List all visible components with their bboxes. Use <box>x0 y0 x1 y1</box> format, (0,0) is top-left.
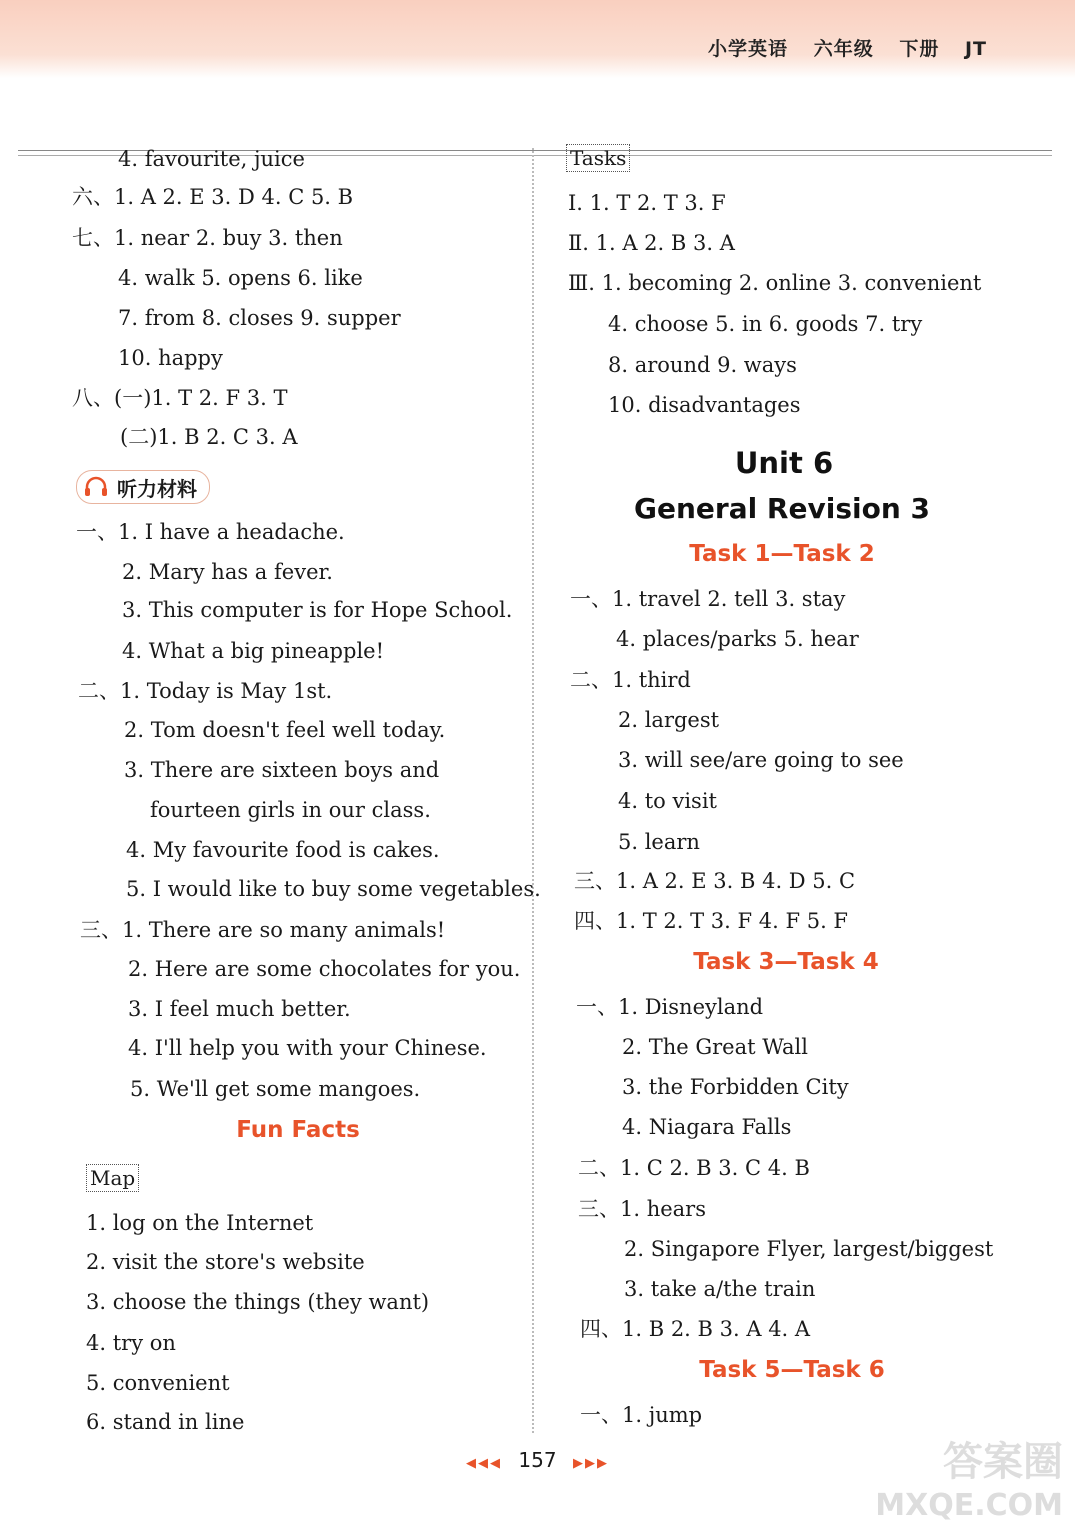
page-number: 157 <box>518 1448 557 1472</box>
listening-line: 一、1. I have a headache. <box>76 520 345 544</box>
task12-line: 5. learn <box>618 830 700 854</box>
listening-line: 二、1. Today is May 1st. <box>78 679 333 703</box>
answer-line: 10. happy <box>118 346 223 370</box>
task56-title: Task 5—Task 6 <box>699 1357 885 1383</box>
header-band <box>0 0 1075 78</box>
tasks-line: 8. around 9. ways <box>608 353 797 377</box>
listening-badge <box>76 470 210 504</box>
task12-line: 二、1. third <box>570 668 691 692</box>
column-divider <box>532 148 534 1433</box>
task12-line: 四、1. T 2. T 3. F 4. F 5. F <box>574 909 848 933</box>
tasks-line: Ⅱ. 1. A 2. B 3. A <box>568 231 735 255</box>
unit-subtitle: General Revision 3 <box>633 492 930 525</box>
header-edition: JT <box>964 38 987 60</box>
header-grade: 六年级 <box>813 38 874 60</box>
answer-line: 7. from 8. closes 9. supper <box>118 306 401 330</box>
map-label: Map <box>86 1164 139 1192</box>
listening-line: 4. I'll help you with your Chinese. <box>128 1036 487 1060</box>
task34-line: 4. Niagara Falls <box>622 1115 792 1139</box>
map-line: 1. log on the Internet <box>86 1211 314 1235</box>
fun-facts-title: Fun Facts <box>236 1117 360 1143</box>
listening-line: 4. My favourite food is cakes. <box>126 838 440 862</box>
listening-line: 5. We'll get some mangoes. <box>130 1077 421 1101</box>
listening-line: 2. Tom doesn't feel well today. <box>124 718 446 742</box>
left-arrows-icon: ◀◀◀ <box>466 1456 503 1471</box>
answer-line: 4. favourite, juice <box>118 147 305 171</box>
right-arrows-icon: ▶▶▶ <box>572 1456 609 1471</box>
map-line: 2. visit the store's website <box>86 1250 365 1274</box>
answer-line: 七、1. near 2. buy 3. then <box>72 226 343 250</box>
map-line: 4. try on <box>86 1331 176 1355</box>
tasks-line: 10. disadvantages <box>608 393 801 417</box>
listening-line: 3. This computer is for Hope School. <box>122 598 513 622</box>
listening-line: 三、1. There are so many animals! <box>80 918 446 942</box>
task12-line: 4. places/parks 5. hear <box>616 627 859 651</box>
listening-line: 3. There are sixteen boys and <box>124 758 440 782</box>
task34-line: 2. Singapore Flyer, largest/biggest <box>624 1237 994 1261</box>
task56-line: 一、1. jump <box>580 1403 703 1427</box>
tasks-line: Ⅰ. 1. T 2. T 3. F <box>568 191 726 215</box>
answer-line: 六、1. A 2. E 3. D 4. C 5. B <box>72 185 354 209</box>
watermark-line2: MXQE.COM <box>875 1488 1063 1523</box>
header-volume: 下册 <box>899 38 940 60</box>
map-line: 5. convenient <box>86 1371 230 1395</box>
task12-line: 一、1. travel 2. tell 3. stay <box>570 587 846 611</box>
task34-line: 四、1. B 2. B 3. A 4. A <box>580 1317 811 1341</box>
watermark <box>875 1440 1063 1528</box>
task34-line: 三、1. hears <box>578 1197 706 1221</box>
listening-line: 2. Mary has a fever. <box>122 560 333 584</box>
header-text <box>690 34 987 61</box>
tasks-line: 4. choose 5. in 6. goods 7. try <box>608 312 923 336</box>
task12-line: 2. largest <box>618 708 720 732</box>
task12-line: 3. will see/are going to see <box>618 748 904 772</box>
header-subject: 小学英语 <box>708 38 789 60</box>
task34-title: Task 3—Task 4 <box>693 949 879 975</box>
task34-line: 3. take a/the train <box>624 1277 816 1301</box>
tasks-label: Tasks <box>566 144 630 172</box>
task34-line: 2. The Great Wall <box>622 1035 808 1059</box>
answer-line: (二)1. B 2. C 3. A <box>120 425 298 449</box>
task12-line: 三、1. A 2. E 3. B 4. D 5. C <box>574 869 856 893</box>
tasks-line: Ⅲ. 1. becoming 2. online 3. convenient <box>568 271 982 295</box>
answer-line: 4. walk 5. opens 6. like <box>118 266 363 290</box>
headphones-icon <box>83 476 109 498</box>
unit-title: Unit 6 <box>734 446 834 480</box>
map-line: 6. stand in line <box>86 1410 245 1434</box>
task34-line: 二、1. C 2. B 3. C 4. B <box>578 1156 810 1180</box>
listening-line: 4. What a big pineapple! <box>122 639 385 663</box>
answer-line: 八、(一)1. T 2. F 3. T <box>72 386 288 410</box>
watermark-line1: 答案圈 <box>943 1439 1063 1485</box>
listening-line: fourteen girls in our class. <box>150 798 431 822</box>
listening-line: 5. I would like to buy some vegetables. <box>126 877 541 901</box>
task12-title: Task 1—Task 2 <box>689 541 875 567</box>
listening-label: 听力材料 <box>117 476 197 501</box>
listening-line: 3. I feel much better. <box>128 997 351 1021</box>
task12-line: 4. to visit <box>618 789 717 813</box>
map-line: 3. choose the things (they want) <box>86 1290 430 1314</box>
listening-line: 2. Here are some chocolates for you. <box>128 957 521 981</box>
task34-line: 一、1. Disneyland <box>576 995 764 1019</box>
task34-line: 3. the Forbidden City <box>622 1075 849 1099</box>
